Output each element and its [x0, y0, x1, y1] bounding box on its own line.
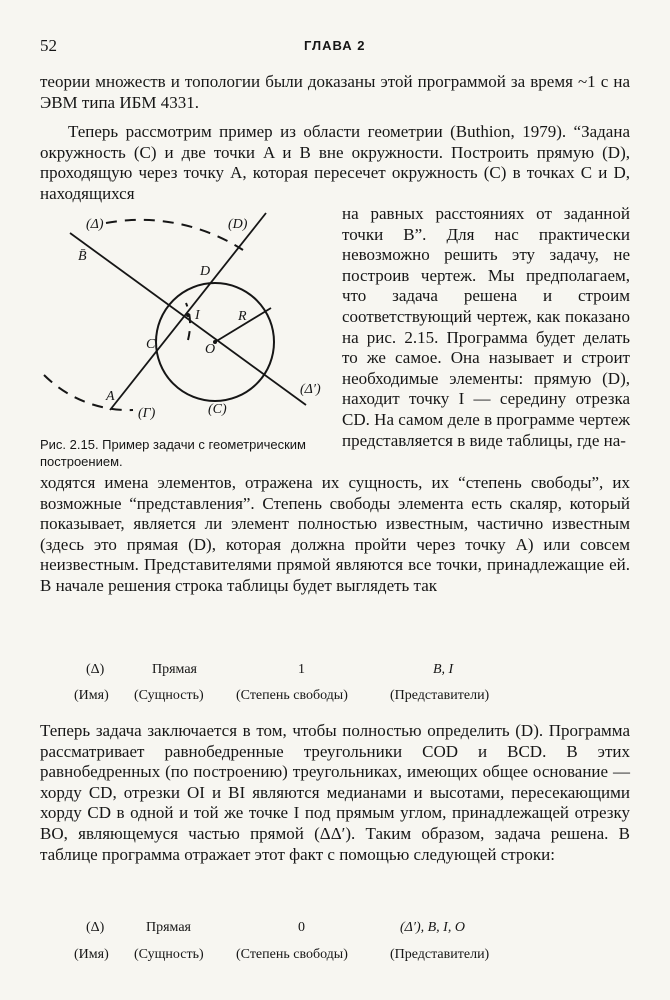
- chapter-title: ГЛАВА 2: [304, 38, 366, 53]
- row1-freedom: 1: [298, 662, 305, 677]
- label-c-circle: (C): [208, 402, 227, 417]
- page-number: 52: [40, 36, 57, 55]
- label-r: R: [238, 309, 247, 324]
- paragraph-middle-text: Теперь задача заключается в том, чтобы полностью определить (D). Программа рассматривает равнобедренные треугольники COD и BCD. В этих равнобедренных (по построению) треугольниках, имеющих общее основание — хорду CD, отрезки OI и BI являются медианами и высотами, пересекающими хорду CD в одной и той же точке I под прямым углом, принадлежащей отрезку BO, являющемуся частью прямой (ΔΔ′). Таким образом, задача решена. В таблице программа отражает этот факт с помощью следующей строки:: [40, 721, 630, 864]
- label1-entity: (Сущность): [134, 688, 204, 703]
- label1-representatives: (Представители): [390, 688, 490, 703]
- paragraph-side: [342, 204, 630, 451]
- paragraph-top-text: теории множеств и топологии были доказаны этой программой за время ~1 с на ЭВМ типа ИБМ 4331.: [40, 72, 630, 112]
- label-i: I: [195, 308, 200, 323]
- label-o: O: [205, 342, 216, 357]
- label2-entity: (Сущность): [134, 947, 204, 962]
- row1-entity: Прямая: [152, 662, 197, 677]
- row1-name: (Δ): [86, 662, 105, 677]
- paragraph-problem-text: Теперь рассмотрим пример из области геометрии (Buthion, 1979). “Задана окружность (C) и две точки A и B вне окружности. Построить прямую (D), проходящую через точку A, которая пересечет окружность (C) в точках C и D, находящихся: [40, 122, 630, 203]
- row2-name: (Δ): [86, 920, 105, 935]
- row2-representatives: (Δ′), B, I, O: [400, 920, 465, 935]
- paragraph-top: [40, 72, 630, 113]
- paragraph-side-text: на равных расстояниях от заданной точки B”. Для нас практически невозможно решить эту задачу, не построив чертеж. Мы предполагаем, что задача решена и строим соответствующий чертеж, как показано на рис. 2.15. Программа будет делать то же самое. Она называет и строит необходимые элементы: прямую (D), находит точку I — середину отрезка CD. На самом деле в программе чертеж представляется в виде таблицы, где на-: [342, 204, 630, 450]
- dashed-arc-gamma: [106, 220, 243, 250]
- label-c-point: C: [146, 337, 156, 352]
- label-d-line: (D): [228, 217, 248, 232]
- table-row-2: [0, 920, 670, 940]
- point-i: [186, 313, 190, 317]
- row2-entity: Прямая: [146, 920, 191, 935]
- paragraph-after-text: ходятся имена элементов, отражена их сущность, их “степень свободы”, их возможные “представления”. Степень свободы элемента есть скаляр, который показывает, является ли элемент полностью известным, частично известным (здесь это прямая (D), которая должна пройти через точку A) или совсем неизвестным. Представителями прямой являются все точки, принадлежащие ей. В начале решения строка таблицы будет выглядеть так: [40, 473, 630, 595]
- label-d-point: D: [200, 264, 211, 279]
- paragraph-middle: [40, 721, 630, 865]
- label2-representatives: (Представители): [390, 947, 490, 962]
- paragraph-after: [40, 473, 630, 597]
- figure-caption: Рис. 2.15. Пример задачи с геометрическим построением.: [40, 437, 306, 469]
- label2-freedom: (Степень свободы): [236, 947, 348, 962]
- row1-representatives: B, I: [433, 662, 454, 677]
- label-delta-prime: (Δ′): [300, 382, 321, 397]
- table-labels-2: [0, 947, 670, 967]
- dashed-arc-left: [44, 375, 133, 410]
- table-labels-1: [0, 688, 670, 708]
- label-delta: (Δ): [86, 217, 104, 232]
- label2-name: (Имя): [74, 947, 109, 962]
- label1-freedom: (Степень свободы): [236, 688, 348, 703]
- line-delta: [70, 233, 306, 405]
- label1-name: (Имя): [74, 688, 109, 703]
- row2-freedom: 0: [298, 920, 305, 935]
- label-gamma: (Γ): [138, 406, 156, 421]
- figure-2-15: [38, 205, 338, 430]
- paragraph-problem: [40, 122, 630, 204]
- label-a: A: [106, 389, 115, 404]
- label-b-bar: B̄: [78, 249, 87, 264]
